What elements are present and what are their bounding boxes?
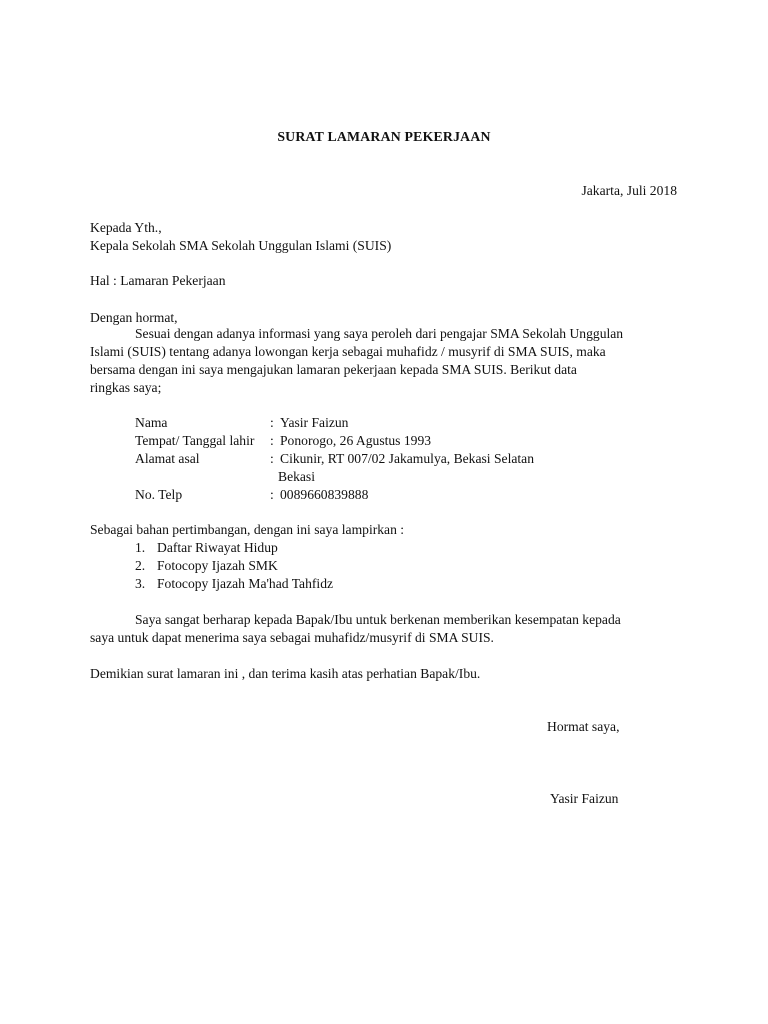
list-number: 1. — [135, 540, 146, 555]
data-colon: : — [270, 487, 274, 502]
recipient-name: Kepala Sekolah SMA Sekolah Unggulan Islami (SUIS) — [90, 238, 392, 253]
hope-paragraph — [90, 611, 678, 647]
letter-title: SURAT LAMARAN PEKERJAAN — [277, 129, 491, 144]
data-colon: : — [270, 433, 274, 448]
list-number: 2. — [135, 558, 146, 573]
list-number: 3. — [135, 576, 146, 591]
hope-line: saya untuk dapat menerima saya sebagai muhafidz/musyrif di SMA SUIS. — [90, 630, 494, 645]
subject-line: Hal : Lamaran Pekerjaan — [90, 273, 226, 288]
intro-line: bersama dengan ini saya mengajukan lamaran pekerjaan kepada SMA SUIS. Berikut data — [90, 362, 577, 377]
recipient-to: Kepada Yth., — [90, 220, 162, 235]
intro-line: ringkas saya; — [90, 380, 162, 395]
data-value: Cikunir, RT 007/02 Jakamulya, Bekasi Selatan — [280, 451, 534, 466]
salutation: Dengan hormat, — [90, 310, 178, 325]
intro-line: Islami (SUIS) tentang adanya lowongan kerja sebagai muhafidz / musyrif di SMA SUIS, maka — [90, 344, 606, 359]
data-value: Ponorogo, 26 Agustus 1993 — [280, 433, 432, 448]
sign-off: Hormat saya, — [547, 719, 620, 734]
signer-name: Yasir Faizun — [550, 791, 619, 806]
data-colon: : — [270, 451, 274, 466]
list-text: Fotocopy Ijazah SMK — [157, 558, 278, 573]
intro-paragraph — [90, 325, 678, 397]
data-value: 0089660839888 — [280, 487, 369, 502]
data-colon: : — [270, 415, 274, 430]
intro-line: Sesuai dengan adanya informasi yang saya peroleh dari pengajar SMA Sekolah Unggulan — [135, 326, 624, 341]
hope-line: Saya sangat berharap kepada Bapak/Ibu untuk berkenan memberikan kesempatan kepada — [135, 612, 621, 627]
list-text: Daftar Riwayat Hidup — [157, 540, 278, 555]
data-label: Alamat asal — [135, 451, 200, 466]
data-label: Nama — [135, 415, 168, 430]
data-value-continuation: Bekasi — [278, 469, 315, 484]
data-label: No. Telp — [135, 487, 183, 502]
data-label: Tempat/ Tanggal lahir — [135, 433, 255, 448]
list-text: Fotocopy Ijazah Ma'had Tahfidz — [157, 576, 334, 591]
closing-paragraph: Demikian surat lamaran ini , dan terima kasih atas perhatian Bapak/Ibu. — [90, 666, 481, 681]
place-date: Jakarta, Juli 2018 — [581, 183, 677, 198]
attachments-intro: Sebagai bahan pertimbangan, dengan ini saya lampirkan : — [90, 522, 405, 537]
data-value: Yasir Faizun — [280, 415, 349, 430]
